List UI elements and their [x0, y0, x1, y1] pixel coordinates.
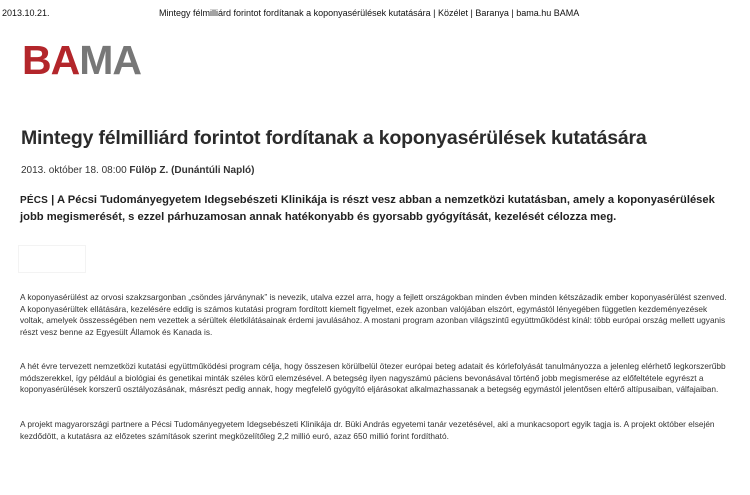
author-source: (Dunántúli Napló) [171, 165, 255, 176]
author-name: Fülöp Z. [129, 165, 169, 176]
logo-part-ba: BA [22, 37, 80, 83]
article-paragraph [20, 419, 730, 442]
lead-separator: | [51, 194, 55, 206]
paragraph-text: A koponyasérülést az orvosi szakzsargonban „csöndes járványnak” is nevezik, utalva ezzel arra, hogy a fejlett országokban minden évben minden kétszázadik ember koponyasérülést szenved. A koponyasérültek ellátására, kezelésére eddig is számos kutatási program fordított kiemelt figyelmet, ezek azonban valójában elszórt, egymástól lényegében független kezdeményezések voltak, amelyek összességében nem vezettek a sérültek életkilátásainak érdemi javulásához. A mostani program azonban világszintű együttműködést kínál: több európai ország mellett ugyanis részt vesz benne az Egyesült Államok és Kanada is. [20, 292, 727, 337]
image-placeholder [18, 245, 86, 273]
print-date: 2013.10.21. [2, 8, 50, 18]
paragraph-text: A projekt magyarországi partnere a Pécsi Tudományegyetem Idegsebészeti Klinikája dr. Büki András egyetemi tanár vezetésével, aki a munkacsoport egyik tagja is. A projekt október elsején kezdődött, a kutatásra az előzetes számítások szerint megközelítőleg 2,2 millió euró, azaz 650 millió forint fordítható. [20, 419, 715, 441]
article-headline: Mintegy félmilliárd forintot fordítanak a koponyasérülések kutatására [21, 127, 647, 149]
print-header [2, 8, 742, 22]
article-paragraph [20, 292, 730, 338]
lead-city: PÉCS [20, 195, 49, 206]
article-byline [21, 165, 254, 176]
article-datetime: 2013. október 18. 08:00 [21, 165, 127, 176]
site-logo[interactable] [22, 37, 141, 83]
print-page-title: Mintegy félmilliárd forintot fordítanak a koponyasérülések kutatására | Közélet | Baranya | bama.hu BAMA [159, 8, 580, 18]
article-paragraph [20, 361, 730, 396]
logo-part-ma: MA [79, 37, 141, 83]
lead-text: A Pécsi Tudományegyetem Idegsebészeti Klinikája is részt vesz abban a nemzetközi kutatásban, amely a koponyasérülések jobb megismerését, s ezzel párhuzamosan annak hatékonyabb és gyorsabb gyógyítását, kezelését célozza meg. [20, 194, 715, 224]
paragraph-text: A hét évre tervezett nemzetközi kutatási együttműködési program célja, hogy összesen körülbelül ötezer európai beteg adatait és kórlefolyását tanulmányozza a jelenleg elérhető legkorszerűbb módszerekkel, így például a biológiai és genetikai minták széles körű elemzésével. A betegség ilyen nagyszámú páciens bevonásával történő jobb megismerése az előfeltétele egyrészt a koponyasérülések korszerű osztályozásának, másrészt pedig annak, hogy megfelelő gyógyító eljárásokat alkalmazhassanak a betegség egymástól jelentősen eltérő altípusaiban, válfajaiban. [20, 361, 726, 394]
article-author [129, 165, 254, 176]
article-lead [20, 192, 720, 227]
